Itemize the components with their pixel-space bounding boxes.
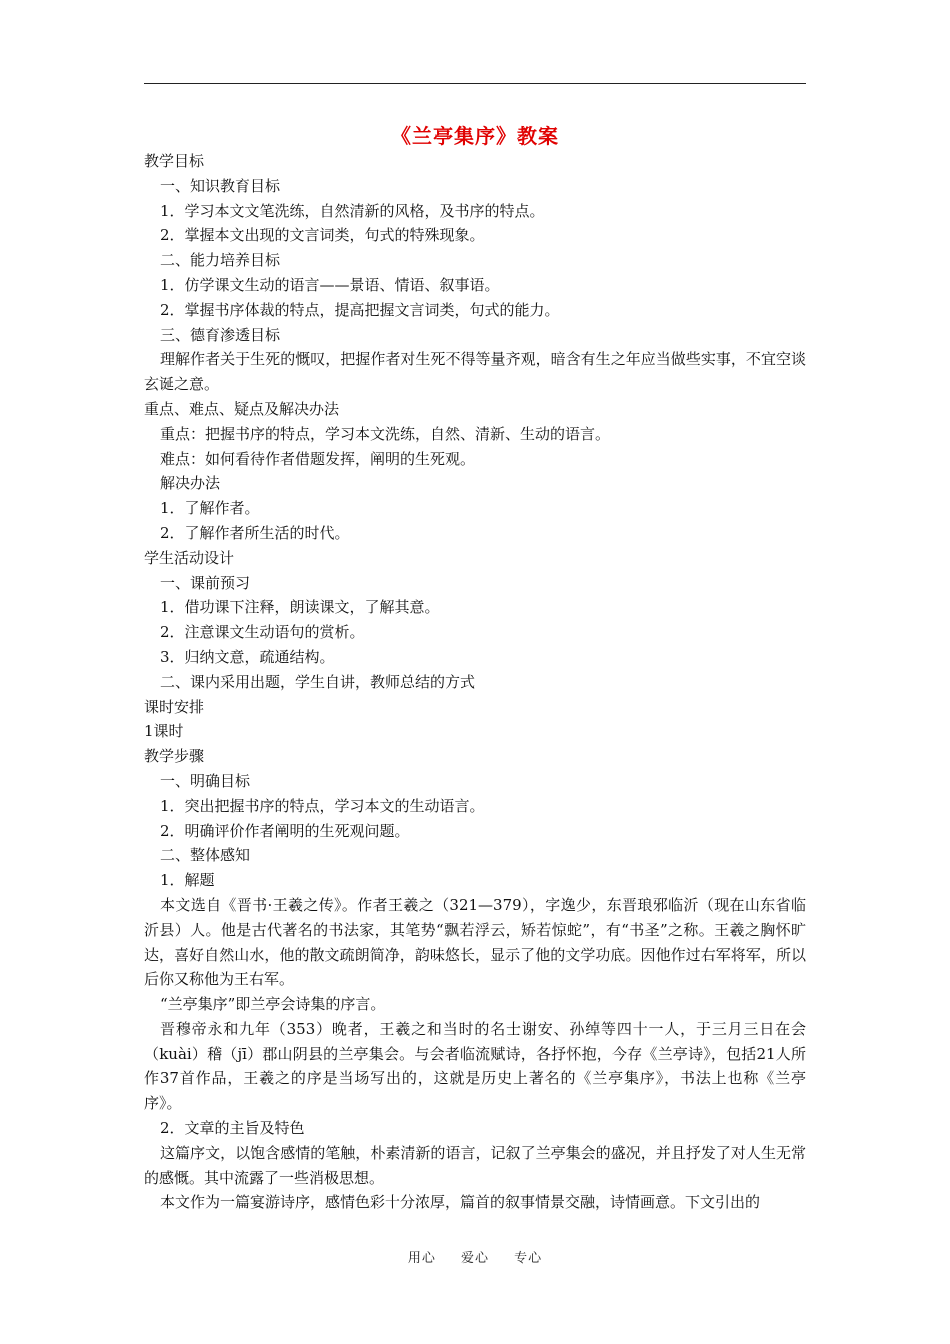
body-paragraph: 理解作者关于生死的慨叹，把握作者对生死不得等量齐观，暗含有生之年应当做些实事，不宜空谈玄诞之意。 (144, 350, 806, 394)
body-line: 三、德育渗透目标 (160, 325, 281, 344)
body-line: 二、整体感知 (160, 846, 251, 865)
body-line: “兰亭集序”即兰亭会诗集的序言。 (160, 995, 386, 1014)
body-line: 1．突出把握书序的特点，学习本文的生动语言。 (160, 796, 485, 815)
body-line: 重点：把握书序的特点，学习本文洗练，自然、清新、生动的语言。 (160, 424, 611, 443)
body-line: 1．解题 (160, 871, 215, 890)
body-line: 3．归纳文意，疏通结构。 (160, 647, 335, 666)
body-line: 学生活动设计 (144, 548, 235, 567)
body-line: 2．掌握书序体裁的特点，提高把握文言词类，句式的能力。 (160, 300, 560, 319)
body-paragraph: 本文选自《晋书·王羲之传》。作者王羲之（321—379），字逸少，东晋琅邪临沂（现在山东省临沂县）人。他是古代著名的书法家，其笔势“飘若浮云，矫若惊蛇”，有“书圣”之称。王羲之胸怀旷达，喜好自然山水，他的散文疏朗简净，韵味悠长，显示了他的文学功底。因他作过右军将军，所以后你又称他为王右军。 (144, 895, 806, 989)
body-line: 2．文章的主旨及特色 (160, 1119, 305, 1138)
page-footer: 用心 爱心 专心 (407, 1251, 543, 1266)
body-line: 二、课内采用出题，学生自讲，教师总结的方式 (160, 672, 476, 691)
body-line: 难点：如何看待作者借题发挥，阐明的生死观。 (160, 449, 476, 468)
body-line: 1．学习本文文笔洗练，自然清新的风格，及书序的特点。 (160, 201, 545, 220)
document-body (144, 149, 806, 1215)
body-line: 2．了解作者所生活的时代。 (160, 523, 350, 542)
body-line: 教学步骤 (144, 747, 205, 766)
body-line: 一、课前预习 (160, 573, 251, 592)
body-line: 重点、难点、疑点及解决办法 (144, 399, 340, 418)
body-line: 二、能力培养目标 (160, 251, 281, 270)
body-line: 教学目标 (144, 152, 205, 170)
body-line: 课时安排 (144, 697, 205, 716)
document-title: 《兰亭集序》教案 (391, 124, 559, 148)
body-line: 1．了解作者。 (160, 499, 260, 518)
body-line: 解决办法 (160, 474, 221, 493)
body-line: 2．掌握本文出现的文言词类，句式的特殊现象。 (160, 226, 485, 245)
body-paragraph: 晋穆帝永和九年（353）晚者，王羲之和当时的名士谢安、孙绰等四十一人，于三月三日在会（kuài）稽（jī）郡山阴县的兰亭集会。与会者临流赋诗，各抒怀抱，今存《兰亭诗》，包括21人所作37首作品，王羲之的序是当场写出的，这就是历史上著名的《兰亭集序》，书法上也称《兰亭序》。 (144, 1019, 806, 1113)
header-rule (144, 83, 806, 84)
body-line: 1．借功课下注释，朗读课文，了解其意。 (160, 598, 440, 617)
body-line: 2．明确评价作者阐明的生死观问题。 (160, 821, 410, 840)
body-line: 1．仿学课文生动的语言——景语、情语、叙事语。 (160, 275, 500, 294)
body-line: 一、明确目标 (160, 771, 251, 790)
body-line: 2．注意课文生动语句的赏析。 (160, 623, 365, 642)
body-line: 本文作为一篇宴游诗序，感情色彩十分浓厚，篇首的叙事情景交融，诗情画意。下文引出的 (160, 1193, 761, 1212)
body-line: 1课时 (144, 722, 184, 741)
body-line: 一、知识教育目标 (160, 176, 281, 195)
body-paragraph: 这篇序文，以饱含感情的笔触，朴素清新的语言，记叙了兰亭集会的盛况，并且抒发了对人生无常的感慨。其中流露了一些消极思想。 (144, 1143, 806, 1187)
